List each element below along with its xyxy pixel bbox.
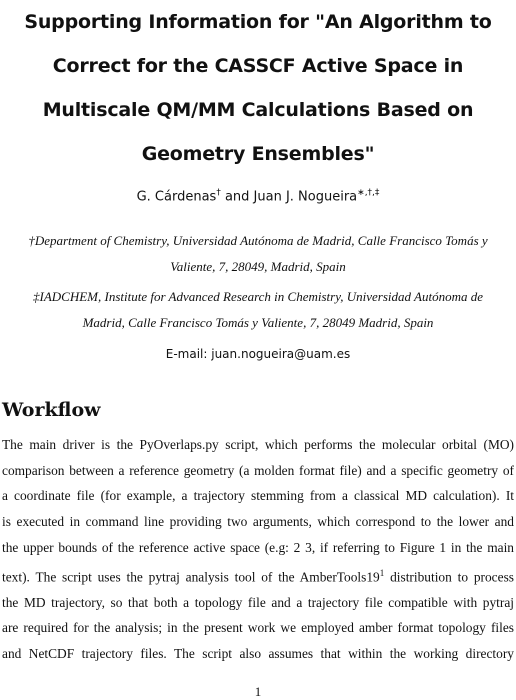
author-connector: and (220, 189, 254, 205)
affiliation-2 (0, 284, 516, 336)
paragraph-line: and NetCDF trajectory files. The script also assumes that within the working directory (2, 646, 514, 662)
title-line-2: Correct for the CASSCF Active Space in (52, 55, 464, 77)
paragraph-line-part: text). The script uses the pytraj analysis tool of the AmberTools19 (2, 568, 380, 584)
author-nogueira: Juan J. Nogueira (253, 189, 358, 205)
title-line-4: Geometry Ensembles" (141, 143, 375, 165)
paragraph-line: comparison between a reference geometry (a molden format file) and a specific geometry of (2, 462, 514, 478)
author-cardenas: G. Cárdenas (136, 189, 217, 205)
paragraph-line: is executed in command line providing two arguments, which correspond to the lower and (2, 514, 514, 530)
paragraph-line-with-citation (2, 561, 514, 590)
workflow-paragraph (2, 432, 514, 667)
paragraph-line-part: distribution to process (390, 568, 514, 584)
affiliation-2-line-1: ‡IADCHEM, Institute for Advanced Research in Chemistry, Universidad Autónoma de (33, 289, 483, 304)
affiliation-1-line-1: †Department of Chemistry, Universidad Autónoma de Madrid, Calle Francisco Tomás y (28, 233, 488, 248)
title-line-3: Multiscale QM/MM Calculations Based on (42, 99, 474, 121)
paragraph-line: the upper bounds of the reference active space (e.g: 2 3, if referring to Figure 1 in the main (2, 539, 514, 555)
paper-title (0, 0, 516, 176)
page-number: 1 (254, 684, 262, 699)
paragraph-line: a coordinate file (for example, a trajectory stemming from a classical MD calculation). It (2, 488, 514, 504)
citation-marker[interactable]: 1 (379, 567, 385, 578)
paragraph-line: the MD trajectory, so that both a topology file and a trajectory file compatible with pytraj (2, 594, 514, 610)
contact-email: E-mail: juan.nogueira@uam.es (165, 347, 351, 361)
title-line-1: Supporting Information for "An Algorithm to (24, 11, 492, 33)
affiliation-1-line-2: Valiente, 7, 28049, Madrid, Spain (170, 259, 346, 274)
section-heading-workflow: Workflow (2, 399, 101, 421)
paragraph-line: The main driver is the PyOverlaps.py script, which performs the molecular orbital (MO) (2, 437, 514, 452)
affiliation-2-line-2: Madrid, Calle Francisco Tomás y Valiente, 7, 28049 Madrid, Spain (82, 315, 434, 330)
author-list (0, 188, 516, 204)
paragraph-line: are required for the analysis; in the present work we employed amber format topology files (2, 620, 514, 636)
author-cardenas-mark: † (216, 188, 221, 198)
affiliation-1 (0, 228, 516, 280)
author-nogueira-mark: ∗,†,‡ (357, 188, 380, 198)
